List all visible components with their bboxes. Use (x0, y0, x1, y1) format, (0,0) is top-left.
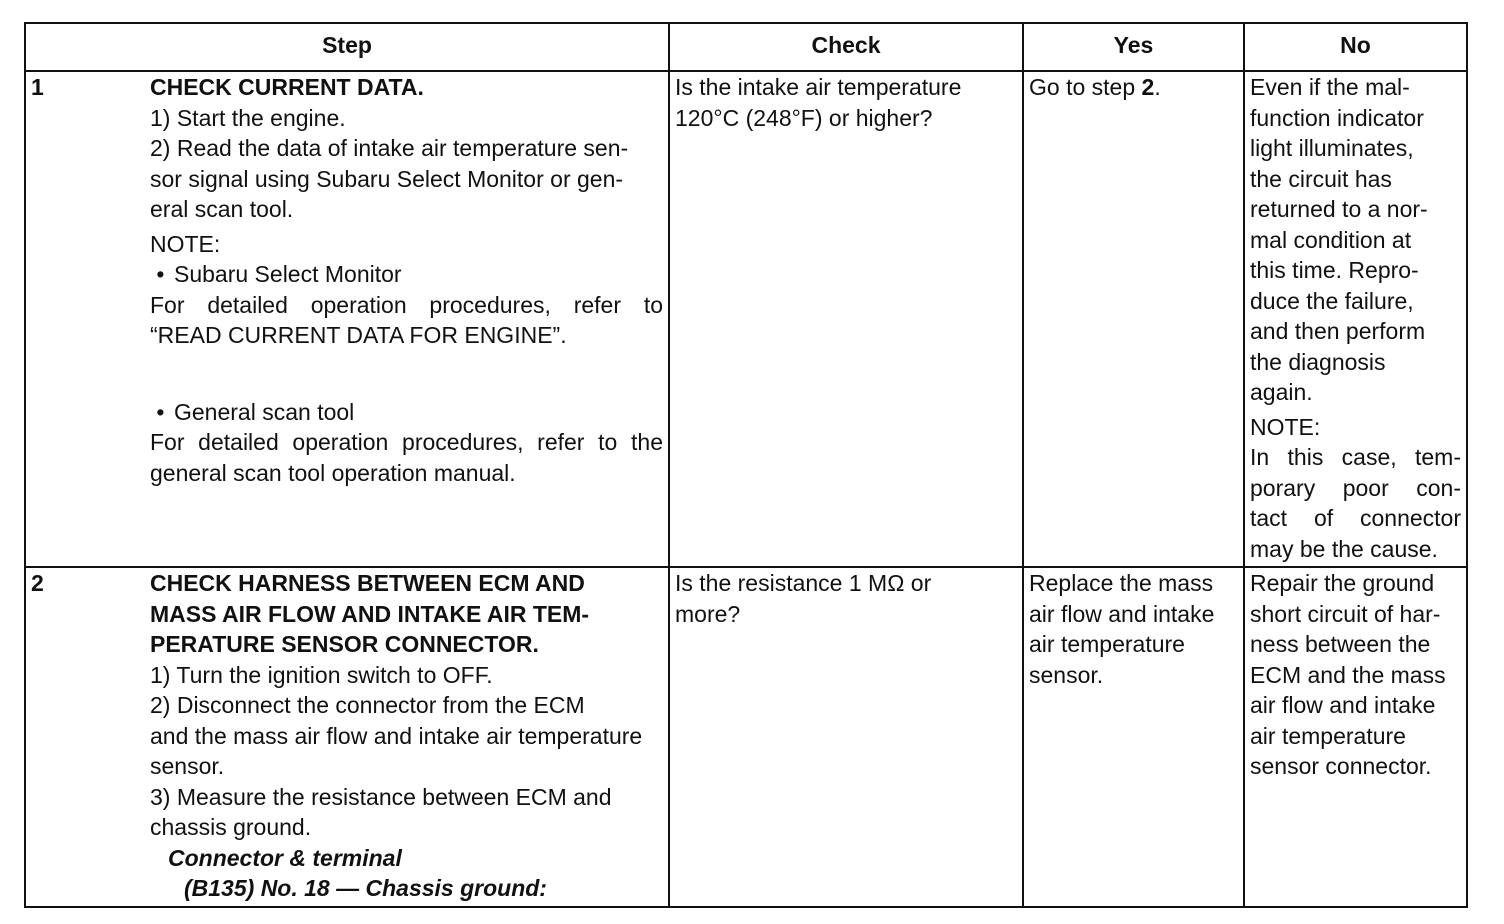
no-line: Even if the mal- (1250, 74, 1410, 100)
yes-line: air flow and intake (1029, 600, 1215, 627)
yes-line: sensor. (1029, 661, 1104, 688)
step-description (145, 71, 669, 567)
no-note-line: porary poor con- (1250, 474, 1461, 501)
table-row (25, 567, 1467, 907)
no-line: the diagnosis (1250, 348, 1386, 375)
yes-line: air temperature (1029, 631, 1185, 657)
no-line: the circuit has (1250, 165, 1392, 192)
bullet-item (150, 397, 663, 428)
no-note-line: may be the cause. (1250, 535, 1438, 562)
no-line: short circuit of har- (1250, 600, 1441, 627)
yes-suffix: . (1154, 74, 1161, 100)
step-line: sor signal using Subaru Select Monitor or gen- (150, 165, 624, 192)
check-line: Is the resistance 1 MΩ or (675, 570, 932, 596)
step-line: eral scan tool. (150, 196, 294, 222)
spacer (150, 351, 663, 397)
no-line: air flow and intake (1250, 692, 1436, 718)
header-no: No (1244, 23, 1467, 71)
no-line: and then perform (1250, 318, 1426, 344)
no-line: air temperature (1250, 722, 1406, 749)
no-line: ness between the (1250, 631, 1431, 657)
step-line: 2) Disconnect the connector from the ECM (150, 692, 585, 718)
check-line: Is the intake air temperature (675, 74, 962, 100)
step-line: and the mass air flow and intake air temperature (150, 722, 643, 749)
step-number: 2 (25, 567, 145, 907)
yes-step-number: 2 (1141, 74, 1155, 100)
no-line: sensor connector. (1250, 753, 1432, 779)
no-line: function indicator (1250, 104, 1424, 131)
step-title: CHECK HARNESS BETWEEN ECM AND (150, 570, 585, 596)
connector-label: Connector & terminal (168, 844, 402, 871)
table-row (25, 71, 1467, 567)
no-line: light illuminates, (1250, 135, 1414, 161)
no-line: returned to a nor- (1250, 196, 1428, 222)
step-title: CHECK CURRENT DATA. (150, 74, 424, 100)
no-line: this time. Repro- (1250, 257, 1419, 283)
step-line: For detailed operation procedures, refer to (150, 291, 663, 318)
bullet-item (150, 259, 663, 290)
step-line: For detailed operation procedures, refer to the (150, 429, 663, 455)
step-number: 1 (25, 71, 145, 567)
yes-cell (1023, 71, 1244, 567)
header-check: Check (669, 23, 1023, 71)
bullet-text: General scan tool (174, 398, 355, 425)
step-line: general scan tool operation manual. (150, 459, 516, 486)
step-line: chassis ground. (150, 814, 312, 840)
step-description (145, 567, 669, 907)
bullet-text: Subaru Select Monitor (174, 261, 402, 287)
step-title: MASS AIR FLOW AND INTAKE AIR TEM- (150, 600, 590, 627)
no-note-line: In this case, tem- (1250, 444, 1461, 470)
check-line: more? (675, 600, 741, 627)
bullet-icon: • (150, 398, 165, 425)
connector-value: (B135) No. 18 — Chassis ground: (184, 875, 547, 901)
step-line: 2) Read the data of intake air temperature sen- (150, 135, 629, 161)
no-line: ECM and the mass (1250, 661, 1446, 688)
yes-cell (1023, 567, 1244, 907)
no-cell (1244, 567, 1467, 907)
step-line: 3) Measure the resistance between ECM and (150, 783, 612, 810)
bullet-icon: • (150, 261, 165, 287)
note-label: NOTE: (1250, 413, 1321, 440)
check-cell (669, 71, 1023, 567)
table-header-row (25, 23, 1467, 71)
no-note-line: tact of connector (1250, 505, 1461, 531)
no-line: duce the failure, (1250, 287, 1414, 314)
check-cell (669, 567, 1023, 907)
step-line: “READ CURRENT DATA FOR ENGINE”. (150, 322, 567, 348)
header-step: Step (25, 23, 669, 71)
yes-line: Replace the mass (1029, 570, 1214, 596)
step-line: sensor. (150, 753, 225, 779)
note-label: NOTE: (150, 230, 221, 257)
no-cell (1244, 71, 1467, 567)
diagnosis-table (24, 22, 1468, 908)
header-yes: Yes (1023, 23, 1244, 71)
step-line: 1) Start the engine. (150, 104, 346, 131)
check-line: 120°C (248°F) or higher? (675, 104, 933, 131)
no-line: mal condition at (1250, 226, 1412, 253)
step-line: 1) Turn the ignition switch to OFF. (150, 661, 493, 688)
no-line: Repair the ground (1250, 570, 1435, 596)
no-line: again. (1250, 379, 1313, 405)
yes-prefix: Go to step (1029, 74, 1142, 100)
step-title: PERATURE SENSOR CONNECTOR. (150, 631, 539, 657)
